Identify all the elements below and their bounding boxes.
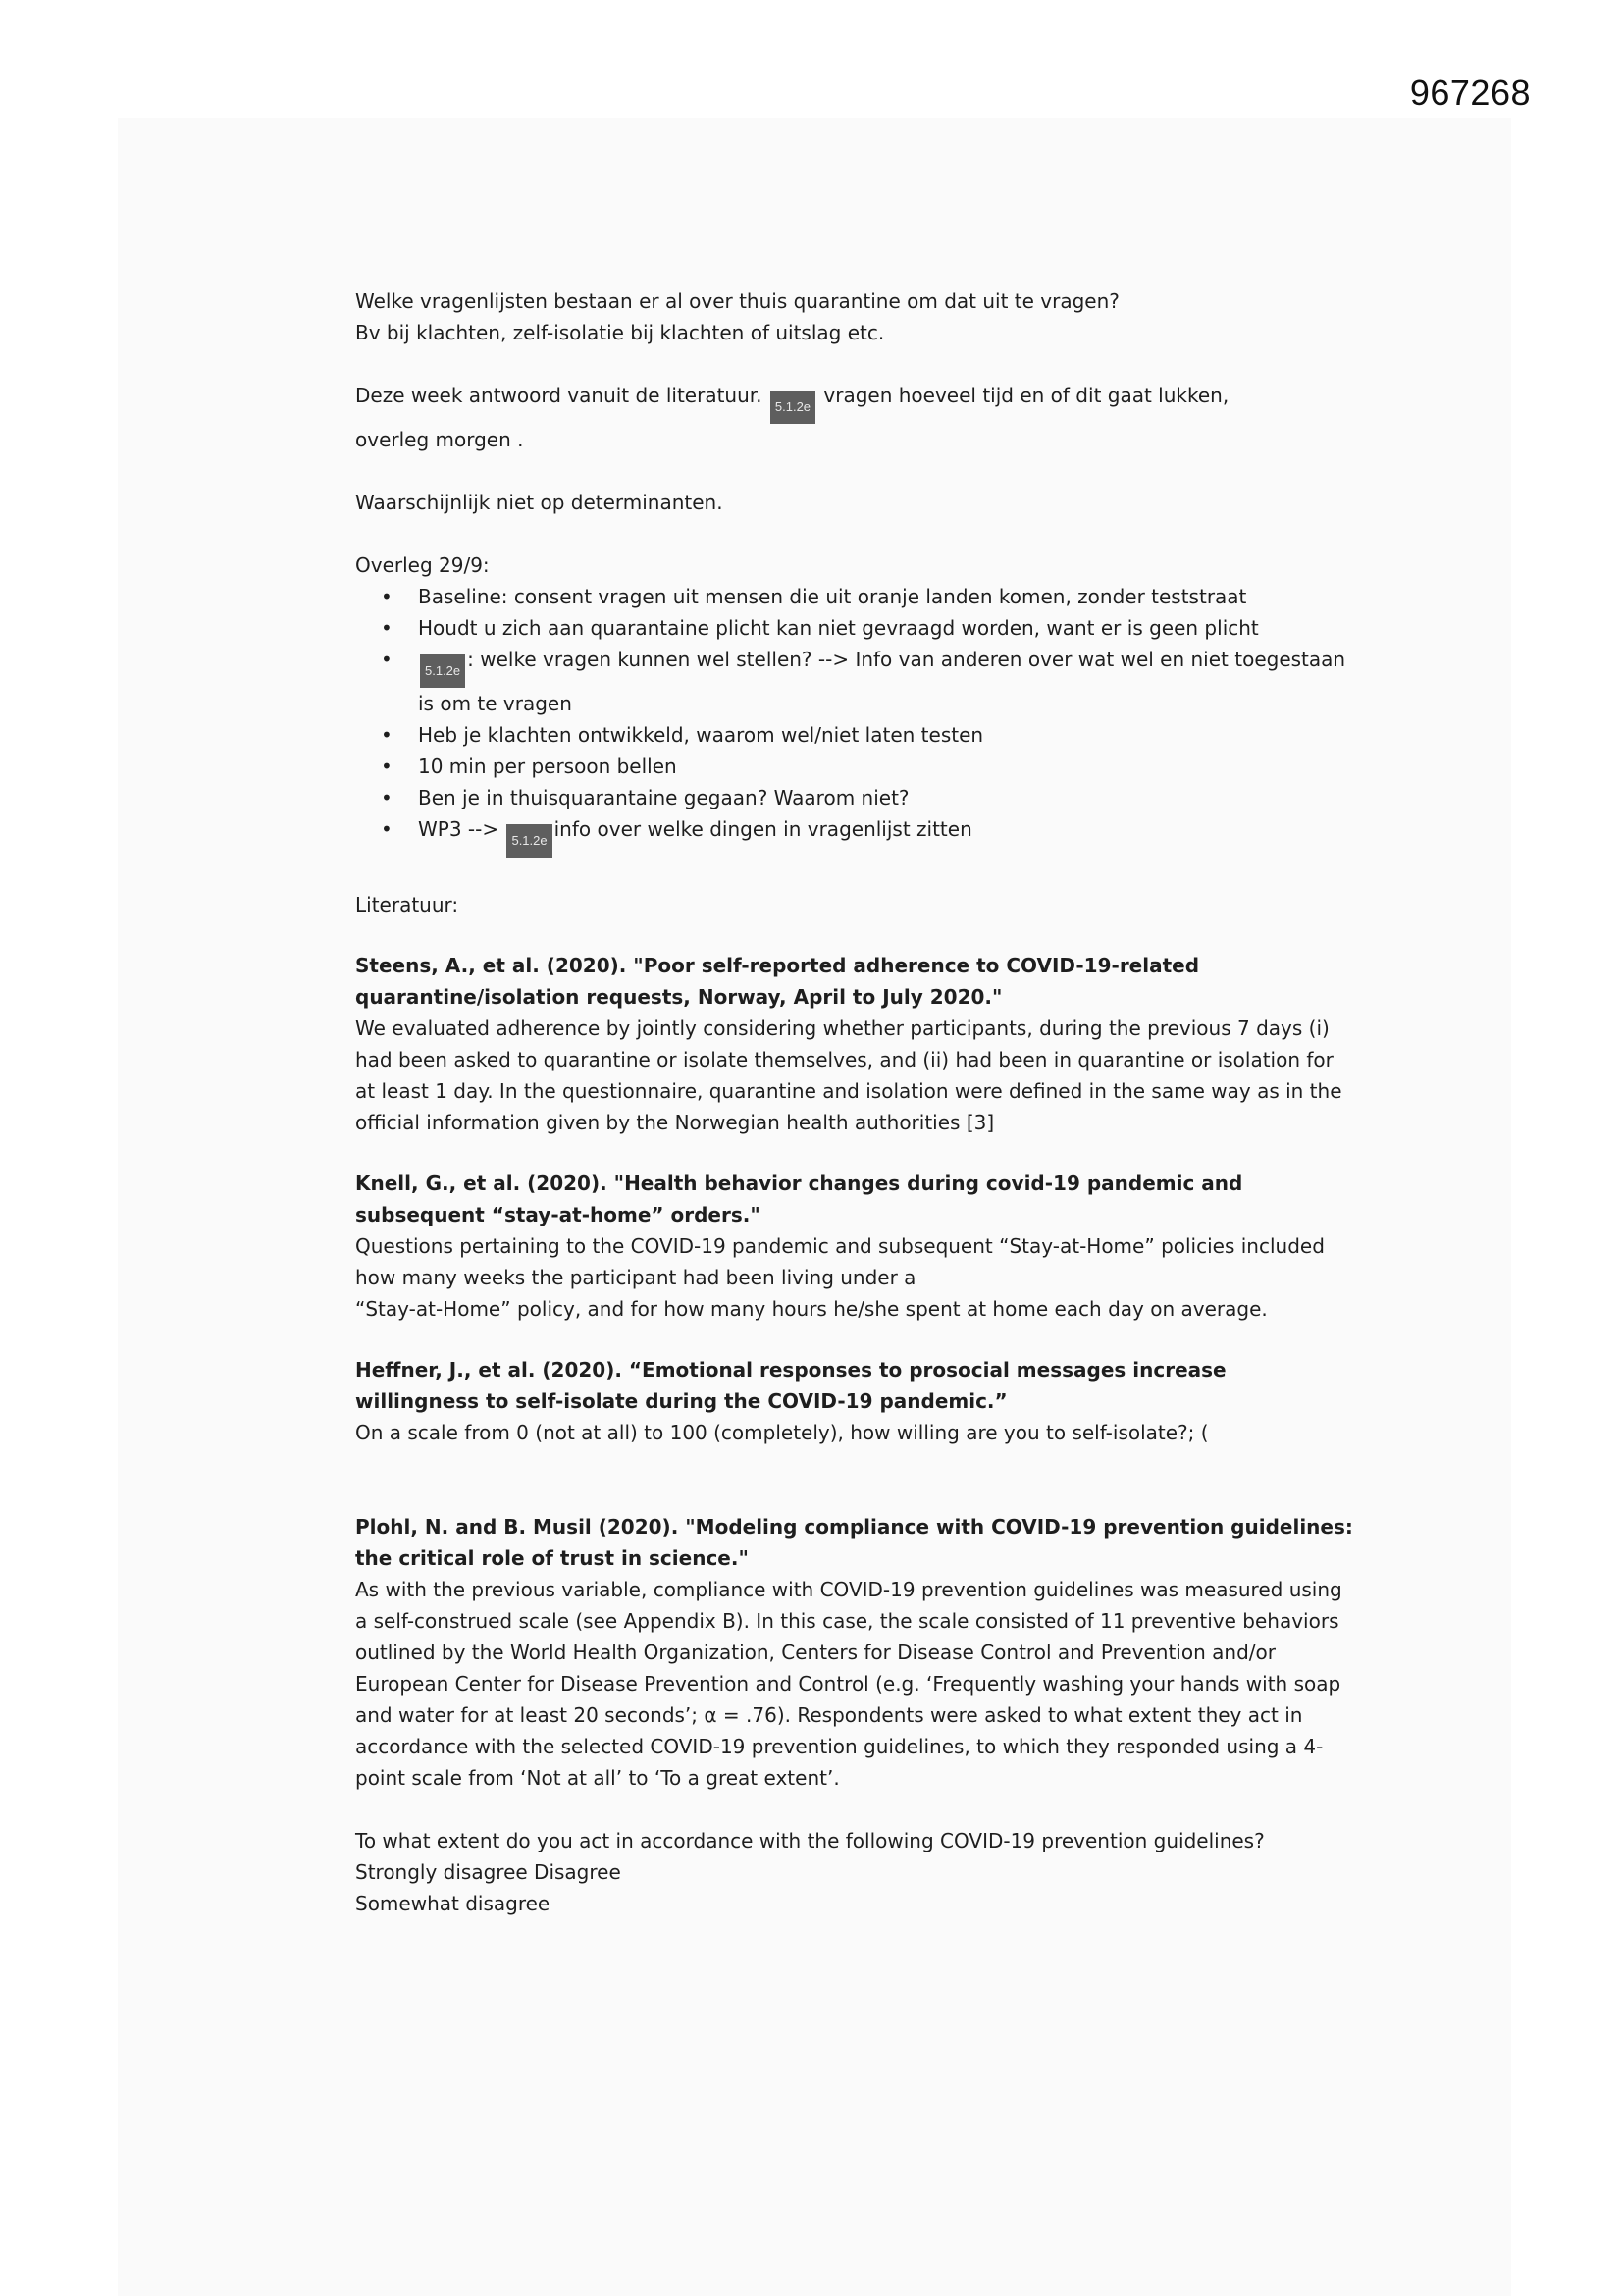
bullet-item: • Heb je klachten ontwikkeld, waarom wel/niet laten testen	[418, 719, 1356, 751]
reference-title: Steens, A., et al. (2020). "Poor self-reported adherence to COVID-19-related quarantine/isolation requests, Norway, April to July 2020."	[355, 954, 1200, 1009]
redaction-box: 5.1.2e	[506, 824, 551, 858]
survey-question: To what extent do you act in accordance with the following COVID-19 prevention guidelines?	[355, 1829, 1265, 1852]
bullet-text: : welke vragen kunnen wel stellen? --> Info van anderen over wat wel en niet toegestaan is om te vragen	[418, 648, 1346, 715]
bullet-item	[418, 644, 1356, 719]
document-number: 967268	[1409, 73, 1531, 113]
bullet-item	[418, 813, 1356, 858]
week-note-start: Deze week antwoord vanuit de literatuur.	[355, 384, 762, 407]
meeting-heading: Overleg 29/9:	[355, 553, 490, 577]
reference-excerpt: As with the previous variable, compliance with COVID-19 prevention guidelines was measured using a self-construed scale (see Appendix B). In this case, the scale consisted of 11 preventive behaviors outlined by the World Health Organization, Centers for Disease Control and Prevention and/or European Center for Disease Prevention and Control (e.g. ‘Frequently washing your hands with soap and water for at least 20 seconds’; α = .76). Respondents were asked to what extent they act in accordance with the selected COVID-19 prevention guidelines, to which they responded using a 4-point scale from ‘Not at all’ to ‘To a great extent’.	[355, 1578, 1342, 1790]
bullet-item: • Ben je in thuisquarantaine gegaan? Waarom niet?	[418, 782, 1356, 813]
bullet-item: • Houdt u zich aan quarantaine plicht kan niet gevraagd worden, want er is geen plicht	[418, 612, 1356, 644]
week-note-line2: overleg morgen .	[355, 428, 524, 451]
redaction-box: 5.1.2e	[770, 391, 815, 424]
reference-excerpt: We evaluated adherence by jointly considering whether participants, during the previous 7 days (i) had been asked to quarantine or isolate themselves, and (ii) had been in quarantine or isolation for at least 1 day. In the questionnaire, quarantine and isolation were defined in the same way as in the official information given by the Norwegian health authorities [3]	[355, 1017, 1342, 1134]
meeting-bullet-list	[355, 581, 1356, 858]
determinants-note: Waarschijnlijk niet op determinanten.	[355, 491, 723, 514]
bullet-text: info over welke dingen in vragenlijst zitten	[553, 817, 972, 841]
reference-excerpt: On a scale from 0 (not at all) to 100 (completely), how willing are you to self-isolate?; (	[355, 1421, 1209, 1444]
reference-title: Heffner, J., et al. (2020). “Emotional responses to prosocial messages increase willingness to self-isolate during the COVID-19 pandemic.”	[355, 1358, 1227, 1413]
reference-excerpt: Questions pertaining to the COVID-19 pandemic and subsequent “Stay-at-Home” policies included how many weeks the participant had been living under a	[355, 1234, 1325, 1289]
intro-examples: Bv bij klachten, zelf-isolatie bij klachten of uitslag etc.	[355, 321, 885, 344]
week-note	[355, 380, 1356, 424]
literature-heading: Literatuur:	[355, 893, 459, 916]
document-body	[355, 286, 1356, 1919]
bullet-text: WP3 -->	[418, 817, 499, 841]
bullet-item: • Baseline: consent vragen uit mensen die uit oranje landen komen, zonder teststraat	[418, 581, 1356, 612]
survey-options: Somewhat disagree	[355, 1892, 550, 1915]
reference-excerpt-continued: “Stay-at-Home” policy, and for how many hours he/she spent at home each day on average.	[355, 1297, 1268, 1321]
bullet-item: • 10 min per persoon bellen	[418, 751, 1356, 782]
reference-title: Knell, G., et al. (2020). "Health behavior changes during covid-19 pandemic and subsequent “stay-at-home” orders."	[355, 1172, 1243, 1226]
reference-title: Plohl, N. and B. Musil (2020). "Modeling compliance with COVID-19 prevention guidelines: the critical role of trust in science."	[355, 1515, 1353, 1570]
reference-entry	[355, 1168, 1356, 1325]
redaction-box: 5.1.2e	[420, 654, 465, 688]
intro-question: Welke vragenlijsten bestaan er al over thuis quarantine om dat uit te vragen?	[355, 289, 1120, 313]
survey-options: Strongly disagree Disagree	[355, 1860, 621, 1884]
week-note-end: vragen hoeveel tijd en of dit gaat lukken,	[823, 384, 1230, 407]
reference-entry	[355, 1354, 1356, 1448]
reference-entry	[355, 1511, 1356, 1794]
reference-entry	[355, 950, 1356, 1138]
